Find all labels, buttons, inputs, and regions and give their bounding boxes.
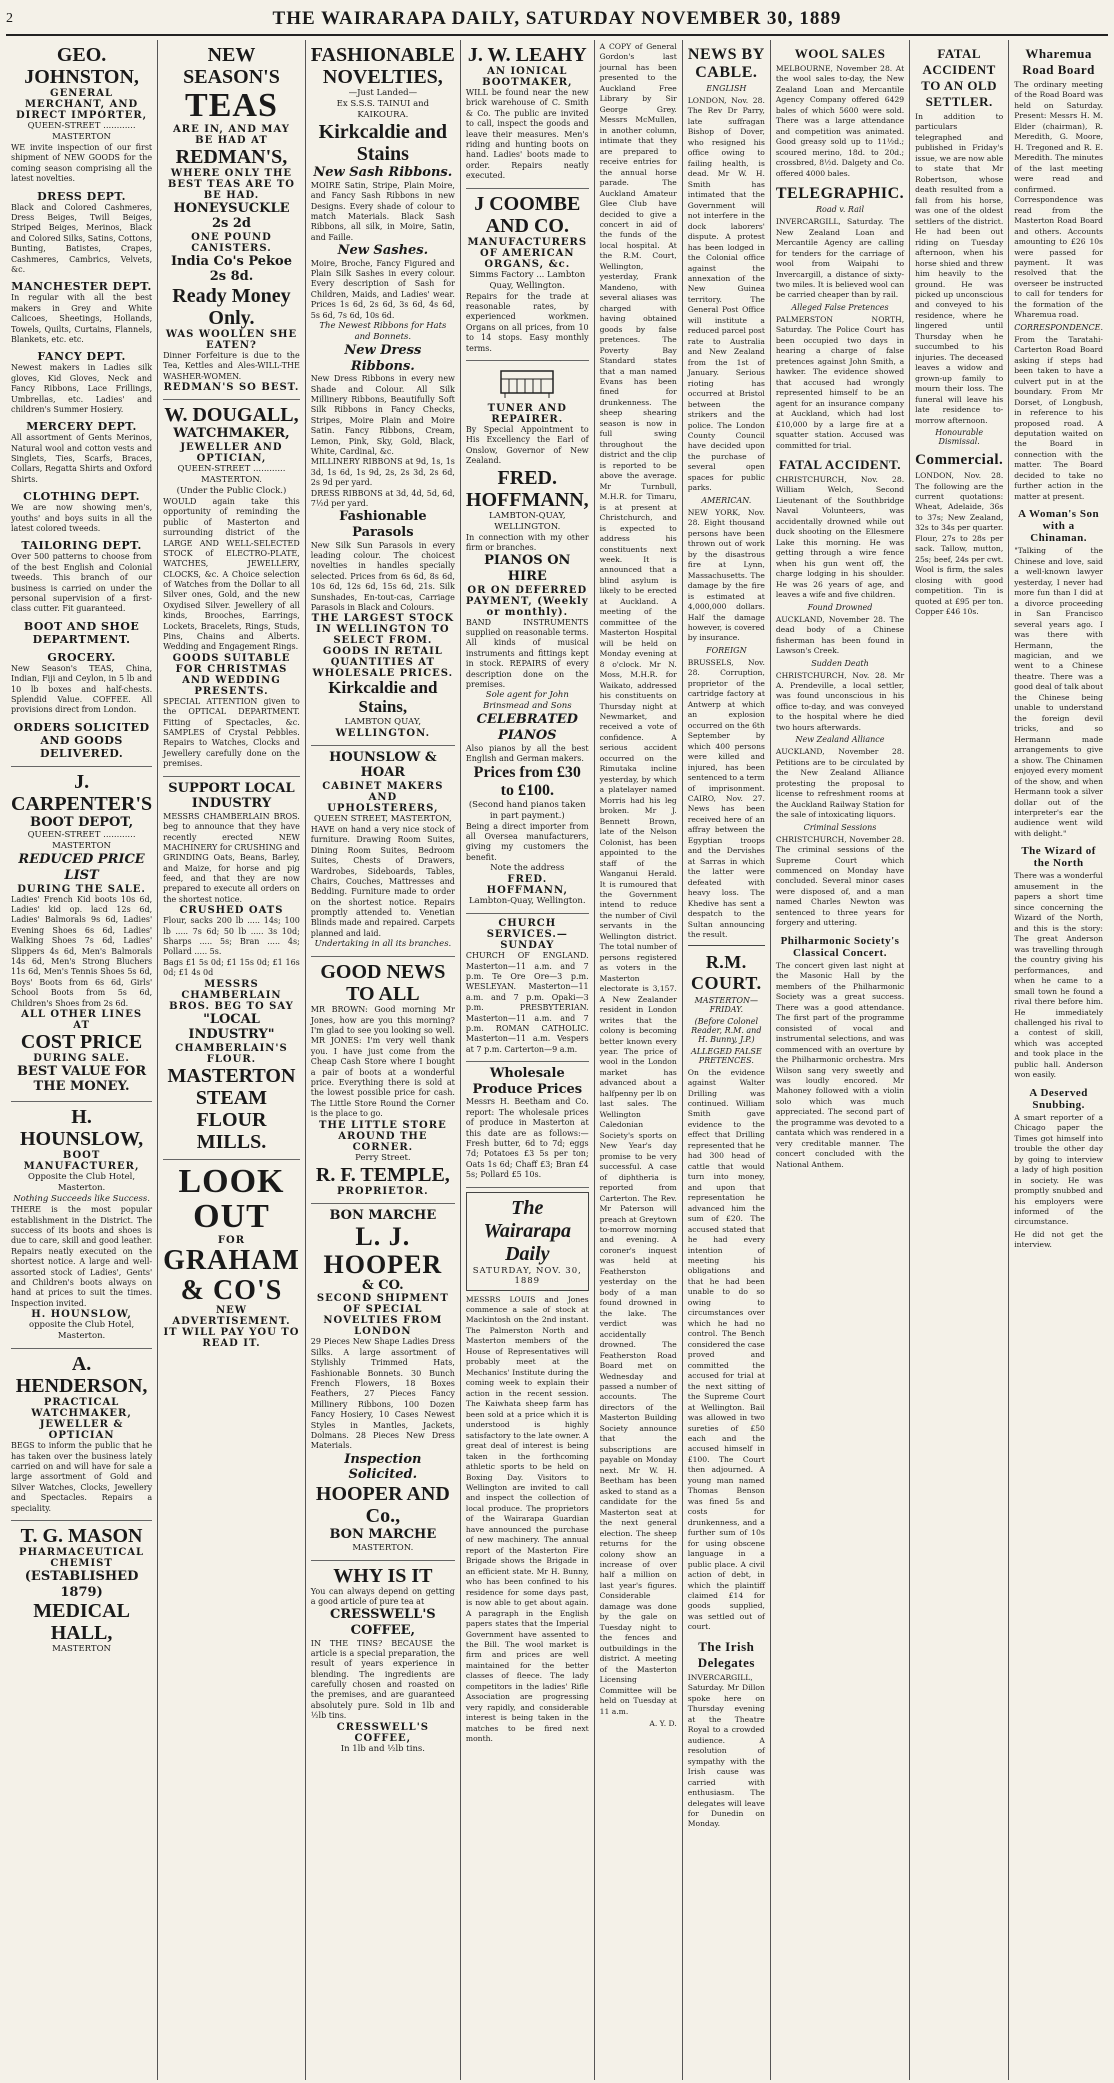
- grocery-heading: GROCERY.: [47, 650, 116, 664]
- bon-marche-line-2: BON MARCHE: [329, 1526, 437, 1542]
- wool-sales-text: MELBOURNE, November 28. At the wool sales to-day, the New Zealand Loan and Mercantile Agency Company offered 6429 bales of which 5600 were sold. There was a large attendance and competition was animated. Good greasy sold up to 11½d.; scoured merino, 18d. to 20d.; crossbred, 8½d. Dalgety and Co. offered 4000 bales.: [775, 64, 905, 178]
- hoffmann-text: In connection with my other firm or branches.: [465, 532, 589, 552]
- industry-local: "LOCAL INDUSTRY": [188, 1011, 275, 1043]
- sudden-text: CHRISTCHURCH, Nov. 28. Mr A. Prendeville, a local settler, was found unconscious in his office to-day, and was conveyed to the hospital where he died two hours afterwards.: [775, 670, 905, 732]
- henderson-advert: [11, 1349, 152, 1521]
- bon-marche-co: HOOPER AND Co.,: [315, 1482, 450, 1527]
- column-9: [1009, 40, 1108, 2080]
- road-rail-text: INVERCARGILL, Saturday. The New Zealand Loan and Mercantile Agency are calling for tenders for the carriage of wool from Waipahi to Invercargill, a distance of sixty-two miles. It is believed wool can be carried cheaper than by rail.: [775, 217, 905, 300]
- kirkcaldie-advert: [311, 40, 455, 746]
- road-board-heading: Wharemua Road Board: [1022, 46, 1095, 77]
- johnston-name: GEO. JOHNSTON,: [24, 44, 139, 88]
- industry-flour: CHAMBERLAIN'S FLOUR.: [175, 1042, 288, 1065]
- good-news-text: MR BROWN: Good morning Mr Jones, how are you this morning? I'm glad to see you looking so well. MR JONES: I'm very well thank you. I have just come from the Cheap Cash Store where I bought a pair of boots at a wonderful price. Everything there is sold at the lowest possible price for cash. The Little Store Round the Corner is the place to go.: [310, 1005, 455, 1119]
- carpenter-best-value: BEST VALUE FOR THE MONEY.: [16, 1063, 147, 1095]
- nameplate-title: The Wairarapa Daily: [483, 1196, 571, 1265]
- tailoring-dept-heading: TAILORING DEPT.: [21, 539, 142, 553]
- clothing-dept-text: We are now showing men's, youths' and boys suits in all the latest colored tweeds.: [11, 503, 153, 534]
- column-2: [158, 40, 306, 2080]
- english-cable-text: LONDON, Nov. 28. The Rev Dr Parry, late suffragan Bishop of Dover, who resigned his office owing to failing health, is dead. Mr W. H. Smith has intimated that the Government will not interfere in the dock laborers' dispute. A protest has been lodged in the Colonial office against the annexation of the New Guinea territory. The General Post Office will institute a reduced parcel post rate to Australia and New Zealand from the 1st of January. Serious rioting has occurred at Bristol between the strikers and the police. The London County Council have decided upon the purchase of several open spaces for public parks.: [687, 96, 765, 493]
- coffee-sub: CRESSWELL'S COFFEE,: [336, 1721, 430, 1744]
- kirkcaldie-name-2: Kirkcaldie and Stains,: [328, 678, 438, 716]
- teas-line-10: WAS WOOLLEN SHE EATEN?: [165, 329, 298, 352]
- carpenter-other: ALL OTHER LINES AT: [21, 1008, 143, 1031]
- coombe-text: Repairs for the trade at reasonable rates, by experienced workmen. Organs on all prices, from 10 to 14 stops. Easy monthly terms.: [465, 291, 589, 353]
- fatal-heading: FATAL ACCIDENT.: [778, 457, 902, 472]
- criminal-heading: Criminal Sessions: [803, 822, 877, 832]
- velvet-heading: The Newest Ribbons for Hats and Bonnets.: [319, 321, 447, 343]
- teas-line-6: HONEYSUCKLE 2s 2d: [173, 200, 290, 232]
- hoffmann-text-2: BAND INSTRUMENTS supplied on reasonable terms. All kinds of musical instruments and fittings kept in stock. REPAIRS of every description done on the premises.: [465, 617, 589, 689]
- sash-ribbons-text: MOIRE Satin, Stripe, Plain Moire, and Fancy Sash Ribbons in new Designs. Every shade of colour to match Materials. Black Sash Ribbons, all silk, in Moire, Satin, and Faille.: [310, 180, 455, 242]
- delegates-heading: The Irish Delegates: [697, 1638, 755, 1670]
- mason-name: T. G. MASON: [20, 1524, 143, 1547]
- hoffmann-name: FRED. HOFFMANN,: [465, 466, 589, 511]
- hounslow-advert: [11, 1102, 152, 1349]
- mercery-dept-text: All assortment of Gents Merinos, Natural wool and cotton vests and Singlets, Ties, Scarfs, Braces, Collars, Regatta Shirts and Oxford Shirts.: [11, 433, 153, 484]
- mason-hall: MEDICAL HALL,: [33, 1600, 130, 1645]
- sash-ribbons-heading: New Sash Ribbons.: [313, 165, 453, 181]
- clothing-dept-heading: CLOTHING DEPT.: [23, 490, 140, 504]
- fancy-dept-text: Newest makers in Ladies silk gloves, Kid Gloves, Neck and Fancy Ribbons, Lace Frillings, Umbrellas, etc. Ladies' and children's Summer Hosiery.: [11, 363, 153, 414]
- court-before: (Before Colonel Reader, R.M. and H. Bunny, J.P.): [691, 1016, 762, 1044]
- parasols-text: New Silk Sun Parasols in every leading colour. The choicest novelties in handles specially selected. Prices from 6s 6d, 8s 6d, 10s 6d, 12s 6d, 15s 6d, 21s. Silk Sunshades, En-tout-cas, Carriage Parasols in Black and Colours.: [310, 540, 455, 612]
- foreign-heading: FOREIGN: [706, 645, 747, 655]
- chinaman-text: "Talking of the Chinese and love, said a well-known lawyer yesterday, I never had more fun than I did at a divorce proceeding in San Francisco several years ago. I was there with Hermann, the magician, and we went to a Chinese theatre. There was a good deal of talk about the Chinese being unable to understand the foreign devil tricks, and so Hermann made arrangements to give a show. The Chinamen enjoyed every moment of the show, and when Hermann took a silver dollar out of the interpreter's ear the audience went wild with delight.": [1014, 546, 1103, 838]
- church-text: CHURCH OF ENGLAND. Masterton—11 a.m. and 7 p.m. Te Ore Ore—3 p.m. WESLEYAN. Masterton—11 a.m. and 7 p.m. Opaki—3 p.m. PRESBYTERIAN. Masterton—11 a.m. and 7 p.m. ROMAN CATHOLIC. Masterton—11 a.m. Vespers at 7 p.m. Carterton—9 a.m.: [465, 951, 589, 1054]
- hounslow-signature-address: opposite the Club Hotel, Masterton.: [28, 1320, 135, 1342]
- hoffmann-advert: [466, 361, 589, 914]
- column-container: [6, 40, 1108, 2080]
- coffee-text-2: IN THE TINS? BECAUSE the article is a special preparation, the result of years experience in blending. The ingredients are carefully chosen and roasted on the premises, and are guaranteed absolutely pure. Sold in 1lb and ½lb tins.: [310, 1638, 455, 1721]
- wool-sales-heading: WOOL SALES: [794, 46, 886, 61]
- correspondence-text: From the Taratahi-Carterton Road Board asking if steps had been taken to have a culvert put in at the boundary. From Mr Dorset, of Longbush, in reference to his proposed road. A deputation waited on the Board in connection with the matter. The Board decided to take no further action in the matter at present.: [1014, 334, 1103, 501]
- drowned-text: AUCKLAND, November 28. The dead body of a Chinese fisherman has been found in Lawson's Creek.: [775, 614, 905, 656]
- hoffmann-note: Note the address: [490, 863, 565, 874]
- teas-line-2: TEAS: [185, 87, 278, 124]
- fatal-text: CHRISTCHURCH, Nov. 28. William Welch, Second Lieutenant of the Southbridge Naval Volunteers, was accidentally drowned while out duck shooting on the Ellesmere Lake this morning. He was getting through a wire fence when his gun went off, the charge lodging in his shoulder. He was 26 years of age, and leaves a wife and five children.: [775, 475, 905, 600]
- hounslow-motto: Nothing Succeeds like Success.: [13, 1194, 150, 1205]
- kirkcaldie-name: Kirkcaldie and Stains: [318, 121, 448, 166]
- kirkcaldie-quay: LAMBTON QUAY,: [344, 716, 422, 727]
- teas-line-11: Dinner Forfeiture is due to the Tea, Kettles and Ales-WILL-THE WASHER-WOMEN.: [163, 351, 300, 381]
- bon-marche-town: MASTERTON.: [352, 1542, 414, 1553]
- industry-crushed: CRUSHED OATS: [179, 905, 284, 917]
- hoffmann-tuner: TUNER AND REPAIRER.: [487, 402, 567, 425]
- fancy-dept-heading: FANCY DEPT.: [37, 350, 126, 364]
- teas-line-7: ONE POUND CANISTERS.: [191, 231, 272, 254]
- hoffmann-text-3: Also pianos by all the best English and German makers.: [465, 743, 589, 763]
- dress-dept-text: Black and Colored Cashmeres, Dress Beiges, Twill Beiges, Striped Beiges, Merinos, Black and Colored Silks, Satins, Cottons, Bunting, Batistes, Crapes, Cashmeres, Cambrics, Velvets, &c.: [11, 202, 153, 274]
- coffee-tins: In 1lb and ½lb tins.: [340, 1743, 425, 1754]
- road-rail-heading: Road v. Rail: [815, 205, 865, 215]
- hounslow-name: H. HOUNSLOW,: [19, 1106, 144, 1151]
- teas-line-9: Ready Money Only.: [172, 285, 291, 330]
- wholesale-heading: Wholesale Produce Prices: [472, 1066, 583, 1097]
- hoar-name: HOUNSLOW & HOAR: [329, 749, 437, 781]
- court-heading: R.M. COURT.: [691, 951, 762, 993]
- johnston-advert: [11, 40, 152, 767]
- teas-line-8: India Co's Pekoe 2s 8d.: [170, 253, 292, 285]
- column-4: [461, 40, 595, 2080]
- wizard-heading: The Wizard of the North: [1021, 845, 1096, 870]
- cable-heading: NEWS BY CABLE.: [687, 46, 765, 81]
- dougall-special: SPECIAL ATTENTION given to the OPTICAL DEPARTMENT. Fitting of Spectacles, &c. SAMPLES of Crystal Pebbles. Repairs to Watches, Clocks and Jewellery carefully done on the premises.: [163, 696, 300, 769]
- bon-marche-inspection: Inspection Solicited.: [344, 1451, 422, 1483]
- dress-ribbons-heading: New Dress Ribbons.: [344, 343, 422, 374]
- wholesale-prices: [466, 1062, 589, 1187]
- good-news-street: Perry Street.: [355, 1152, 411, 1163]
- henderson-text: BEGS to inform the public that he has taken over the business lately carried on and will have for sale a large assortment of Gold and Silver Watches, Clocks, Jewellery and Spectacles. Repairs a speciality.: [11, 1441, 153, 1513]
- industry-text: MESSRS CHAMBERLAIN BROS. beg to announce that they have recently erected NEW MACHINERY for CRUSHING and GRINDING Oats, Beans, Barley, and Maize, for horse and pig feed, and that they are now prepared to execute all orders on the shortest notice.: [163, 811, 300, 904]
- column-6: [683, 40, 771, 2080]
- delegates-text: INVERCARGILL, Saturday. Mr Dillon spoke here on Thursday evening at the Theatre Royal to a crowded audience. A resolution of sympathy with the Irish cause was carried with enthusiasm. The delegates will leave for Dunedin on Monday.: [687, 1672, 765, 1829]
- editorial-text: MESSRS LOUIS and Jones commence a sale of stock at Mackintosh on the 2nd instant. The Palmerston North and Masterton members of the House of Representatives will probably meet at the Mechanics' Institute during the coming week to explain their action in the recent session. The Kaiwhata sheep farm has been sold at a price which it is understood is highly satisfactory to the late owner. A great deal of interest is being taken in the forthcoming athletic sports to be held on Boxing Day. Visitors to Wellington are invited to call and inspect the collection of local produce. The proprietors of the Wairarapa Guardian have announced the purchase of new machinery. The annual report of the Masterton Fire Brigade shows the Brigade in an efficient state. Mr H. Bunny, who has been confined to his residence for some days past, is now able to get about again. A paragraph in the English papers states that the Imperial Government have assented to the Bill. The wool market is firm and prices are well maintained for the better classes of fleece. The lady competitors in the ladies' Rifle Association are progressing very rapidly, and considerable interest is being taken in the matches to be fired next month.: [465, 1294, 589, 1744]
- temple-name: R. F. TEMPLE,: [315, 1163, 450, 1186]
- alliance-text: AUCKLAND, November 28. Petitions are to be circulated by the New Zealand Alliance protesting the proposal to license to refreshment rooms at the Auckland Railway Station for the sale of intoxicating liquors.: [775, 747, 905, 820]
- millinery-ribbons: MILLINERY RIBBONS at 9d, 1s, 1s 3d, 1s 6d, 1s 9d, 2s, 2s 3d, 2s 6d, 2s 9d per yard.: [310, 457, 455, 488]
- tailoring-dept-text: Over 500 patterns to choose from of the best English and Colonial tweeds. This branch of our business is carried on under the personal supervision of a first-class cutter. Fit guaranteed.: [11, 552, 153, 614]
- manchester-dept-heading: MANCHESTER DEPT.: [11, 280, 152, 294]
- good-news-advert: [311, 957, 455, 1203]
- largest-stock: THE LARGEST STOCK IN WELLINGTON TO SELECT FROM.: [311, 613, 455, 647]
- industry-try: MESSRS CHAMBERLAIN BROS. BEG TO SAY: [169, 978, 294, 1012]
- manchester-dept-text: In regular with all the best makers in Grey and White Calicoes, Sheetings, Hollands, Towels, Quilts, Curtains, Flannels, Blankets, etc. etc.: [11, 293, 153, 344]
- honourable-heading: Honourable Dismissal.: [935, 428, 984, 447]
- fashion-line-3: —Just Landed—: [348, 88, 418, 98]
- fashion-line-2: NOVELTIES,: [322, 66, 443, 88]
- dress-dept-heading: DRESS DEPT.: [37, 189, 126, 203]
- sashes-heading: New Sashes.: [337, 243, 429, 259]
- society-heading: Philharmonic Society's Classical Concert.: [780, 934, 900, 959]
- good-news-store: THE LITTLE STORE AROUND THE CORNER.: [319, 1119, 447, 1153]
- dougall-under: (Under the Public Clock.): [176, 485, 287, 496]
- hoffmann-address: LAMBTON-QUAY, WELLINGTON.: [489, 510, 566, 532]
- dougall-name: W. DOUGALL,: [164, 404, 299, 427]
- dougall-address: QUEEN-STREET ............ MASTERTON.: [177, 463, 286, 485]
- chinaman-heading: A Woman's Son with a Chinaman.: [1018, 508, 1100, 545]
- dougall-xmas: GOODS SUITABLE FOR CHRISTMAS AND WEDDING PRESENTS.: [172, 652, 291, 697]
- dress-ribbons-prices: DRESS RIBBONS at 3d, 4d, 5d, 6d, 7½d per yard.: [310, 488, 455, 508]
- orders-line: ORDERS SOLICITED AND GOODS DELIVERED.: [13, 720, 150, 760]
- english-heading: ENGLISH: [706, 84, 747, 93]
- hoffmann-quay: Lambton-Quay, Wellington.: [469, 896, 586, 907]
- leahy-trade: AN IONICAL BOOTMAKER,: [482, 66, 573, 88]
- coombe-name: J COOMBE AND CO.: [474, 192, 581, 237]
- teas-line-12: REDMAN'S SO BEST.: [163, 382, 300, 394]
- column-3: [306, 40, 461, 2080]
- good-news-heading: GOOD NEWS TO ALL: [320, 961, 446, 1006]
- snubbing-heading: A Deserved Snubbing.: [1029, 1086, 1088, 1111]
- hoffmann-second: (Second hand pianos taken in part payment.): [468, 799, 586, 821]
- church-heading: CHURCH SERVICES.—SUNDAY: [486, 918, 568, 952]
- carpenter-sale: DURING SALE.: [33, 1052, 130, 1064]
- bon-marche-advert: [311, 1204, 455, 1561]
- teas-line-4: REDMAN'S,: [175, 145, 288, 168]
- teas-line-1: NEW SEASON'S: [183, 44, 280, 88]
- carpenter-address: QUEEN-STREET ............ MASTERTON: [27, 830, 136, 852]
- graham-name: GRAHAM & CO'S: [163, 1245, 300, 1306]
- fashion-line-4: Ex S.S.S. TAINUI and KAIKOURA.: [336, 99, 430, 121]
- carpenter-advert: [11, 767, 152, 1102]
- bon-marche-text: 29 Pieces New Shape Ladies Dress Silks. A large assortment of Stylishly Trimmed Hats, Fashionable Bonnets. 30 Bunch French Flowers, 18 Boxes Feathers, 27 Pieces Fancy Millinery Ribbons, 100 Dozen Fancy Hosiery, 10 Cases Newest Styles in Mantles, Jackets, Dolmans. 28 Pieces New Dress Materials.: [310, 1337, 455, 1451]
- coombe-advert: [466, 189, 589, 361]
- hounslow-address: Opposite the Club Hotel, Masterton.: [28, 1172, 136, 1194]
- industry-mill-1: MASTERTON: [167, 1064, 296, 1087]
- dougall-trade-2: JEWELLER AND OPTICIAN,: [180, 441, 283, 464]
- divider: [688, 945, 765, 946]
- industry-advert: [163, 777, 300, 1160]
- foreign-cable-text: BRUSSELS, Nov. 28. Corruption, proprietor of the cartridge factory at Antwerp at which an explosion occurred on the 6th September by which 400 persons were killed and injured, has been sentenced to a term of imprisonment. CAIRO, Nov. 27. News has been received here of an affray between the Egyptian troops and the Dervishes at Sarras in which the latter were defeated with heavy loss. The Khedive has sent a despatch to the Sultan announcing the result.: [687, 657, 765, 940]
- hounslow-hoar-advert: [311, 746, 455, 958]
- lookout-heading: LOOK OUT: [178, 1162, 285, 1236]
- coffee-heading: CRESSWELL'S COFFEE,: [329, 1607, 436, 1638]
- leahy-name: J. W. LEAHY: [467, 44, 587, 66]
- mercery-dept-heading: MERCERY DEPT.: [26, 420, 137, 434]
- correspondence-heading: CORRESPONDENCE.: [1014, 322, 1103, 332]
- dougall-trade: WATCHMAKER,: [173, 426, 290, 442]
- hounslow-signature: H. HOUNSLOW,: [31, 1309, 132, 1321]
- snubbing-text: A smart reporter of a Chicago paper the Times got himself into trouble the other day by going to interview a lady of high position in society. He was promptly snubbed and his employers were informed of the circumstance.: [1014, 1112, 1103, 1227]
- church-services: [466, 914, 589, 1062]
- industry-mill-2: STEAM FLOUR MILLS.: [195, 1086, 268, 1153]
- leahy-advert: [466, 40, 589, 189]
- hoffmann-price: Prices from £30 to £100.: [473, 764, 581, 799]
- leahy-text: WILL be found near the new brick warehouse of C. Smith & Co. The public are invited to call, inspect the goods and leave their measures. Men's riding and hunting boots on hand. Ladies' boots made to order. Repairs neatly executed.: [465, 88, 589, 181]
- hoffmann-being: Being a direct importer from all Oversea manufacturers, giving my customers the benefit.: [465, 821, 589, 862]
- carpenter-price-list: Ladies' French Kid boots 10s 6d, Ladies' kid op. lacd 12s 6d, Ladies' Balmorals 9s 6d, Ladies' Evening Shoes 6s 6d, Ladies' Walking Shoes 7s 6d, Ladies' Slippers 4s 6d, Men's Balmorals 14s 6d, Men's Strong Bluchers 11s 6d, Men's Tennis Shoes 5s 6d, Boys' Boots from 6s 6d, Girls' School Boots from 5s 6d, Children's Shoes from 2s 6d.: [11, 894, 153, 1008]
- bon-marche-line-1: BON MARCHE: [329, 1207, 437, 1223]
- industry-heading: SUPPORT LOCAL INDUSTRY: [168, 780, 295, 812]
- coombe-trade: MANUFACTURERS OF AMERICAN ORGANS, &c.: [467, 236, 588, 270]
- mason-town: MASTERTON: [52, 1644, 111, 1655]
- industry-bags: Bags £1 5s 0d; £1 15s 0d; £1 16s 0d; £1 4s 0d: [163, 957, 300, 978]
- johnston-intro: WE invite inspection of our first shipment of NEW GOODS for the coming season comprising all the latest novelties.: [11, 143, 153, 184]
- graham-pay: IT WILL PAY YOU TO READ IT.: [163, 1326, 300, 1349]
- carpenter-tagline: REDUCED PRICE LIST: [18, 852, 145, 883]
- drowned-heading: Found Drowned: [807, 602, 873, 612]
- hoffmann-appointment: By Special Appointment to His Excellency the Earl of Onslow, Governor of New Zealand.: [465, 424, 589, 466]
- redman-teas-advert: [163, 40, 300, 400]
- temple-prop: PROPRIETOR.: [337, 1185, 429, 1197]
- mason-established: (ESTABLISHED 1879): [24, 1568, 139, 1600]
- snubbing-text-2: He did not get the interview.: [1014, 1229, 1103, 1250]
- parasols-heading: Fashionable Parasols: [339, 509, 427, 540]
- editorial-nameplate: [466, 1192, 589, 1291]
- newspaper-title: THE WAIRARAPA DAILY, SATURDAY NOVEMBER 30, 1889: [272, 8, 842, 29]
- old-settler-text: In addition to particulars telegraphed and published in Friday's issue, we are now able to state that Mr Robertson, whose death resulted from a fall from his horse, was one of the oldest settlers of the district. He had been out riding on Tuesday afternoon, when his horse shied and threw him heavily to the ground. He was picked up unconscious and conveyed to his residence, where he lingered until Thursday when he succumbed to his injuries. The deceased leaves a widow and grown-up family to mourn their loss. The funeral will leave his late residence to-morrow afternoon.: [915, 112, 1004, 425]
- piano-icon: [497, 365, 557, 399]
- column-7: [771, 40, 910, 2080]
- hoffmann-deferred: OR ON DEFERRED PAYMENT, (Weekly or monthly).: [465, 584, 589, 618]
- court-alleged: ALLEGED FALSE PRETENCES.: [690, 1046, 762, 1065]
- kirkcaldie-town: WELLINGTON.: [335, 727, 431, 739]
- hoar-address: QUEEN STREET, MASTERTON,: [313, 813, 452, 824]
- local-news-text: A COPY of General Gordon's last journal has been presented to the Auckland Free Library by Sir George Grey. Messrs McMullen, in another column, intimate that they are prepared to receive entries for the annual horse parade. The Auckland Amateur Glee Club have decided to give a concert in aid of the funds of the local hospital. At the R.M. Court, Wellington, yesterday, Frank Mandeno, with several aliases was charged with having obtained goods by false pretences. The Poverty Bay Standard states that a man named Evans has been fined for drunkenness. The sheep shearing season is now in full swing throughout the district and the clip is reported to be above the average. Mr Turnbull, M.H.R. for Timaru, is at present at Christchurch, and is expected to address his constituents next week. It is announced that a blind asylum is likely to be erected at Auckland. A meeting of the committee of the Masterton Hospital will be held on Monday evening at 8 o'clock. Mr N. Moss, M.H.R. for Waikato, addressed his constituents on Thursday night at Newmarket, and received a vote of confidence. A serious accident occurred on the Rimutaka incline yesterday, by which a platelayer named Morris had his leg broken. Mr J. Bennett Brown, late of the Nelson Colonist, has been appointed to the staff of the Wanganui Herald. It is rumoured that the Government intend to reduce the number of Civil servants in the Wellington district. The total number of persons registered as voters in the Masterton electorate is 3,157. A New Zealander resident in London writes that the colony is becoming better known every year. The price of wool in the London market has advanced about a halfpenny per lb on last sales. The Wellington Caledonian Society's sports on New Year's day promise to be very successful. A case of diphtheria is reported from Carterton. The Rev. Mr Paterson will preach at Greytown to-morrow morning and evening. A coroner's inquest was held at Featherston yesterday on the body of a man found drowned in the lake. The verdict was accidentally drowned. The Featherston Road Board met on Wednesday and passed a number of accounts. The directors of the Masterton Building Society announce that the subscriptions are payable on Monday next. Mr W. H. Beetham has been asked to stand as a candidate for the Masterton seat at the next general election. The sheep returns for the colony show an increase of over half a million on last year's figures. Considerable damage was done by the gale on Tuesday night to the fences and outbuildings in the district. A meeting of the Masterton Licensing Committee will be held on Tuesday at 11 a.m.: [599, 42, 677, 1716]
- hounslow-trade: BOOT MANUFACTURER,: [23, 1150, 140, 1173]
- wholesale-text: Messrs H. Beetham and Co. report: The wholesale prices of produce in Masterton at this date are as follows:— Fresh butter, 6d to 7d; eggs 7d; Potatoes £3 5s per ton; Oats 1s 6d; Chaff £3; Bran £4 5s; Pollard £5 10s.: [465, 1097, 589, 1180]
- dougall-advert: [163, 400, 300, 776]
- criminal-text: CHRISTCHURCH, November 28. The criminal sessions of the Supreme Court which commenced on Monday have concluded. Several minor cases were disposed of, and a man named Charles Newton was sentenced to three years for forgery and uttering.: [775, 834, 905, 928]
- old-settler-heading: FATAL ACCIDENT TO AN OLD SETTLER.: [921, 46, 998, 109]
- carpenter-dept: BOOT DEPOT,: [30, 814, 134, 830]
- bon-marche-shipment: SECOND SHIPMENT OF SPECIAL NOVELTIES FROM LONDON: [316, 1293, 449, 1338]
- column-8: [910, 40, 1009, 2080]
- pretences-text: PALMERSTON NORTH, Saturday. The Police Court has been occupied two days in hearing a charge of false pretences against John Smith, a hawker. The evidence showed that accused had wrongly represented himself to be an agent for an insurance company at Auckland, which had lost £10,000 by a large fire at a squatter station. Accused was committed for trial.: [775, 314, 905, 450]
- hoar-text: HAVE on hand a very nice stock of furniture. Drawing Room Suites, Dining Room Suites, Bedroom Suites, Chests of Drawers, Wardrobes, Sideboards, Tables, Chairs, Couches, Mattresses and Bedding. Furniture made to order on the shortest notice. Repairs promptly attended to. Venetian Blinds made and repaired. Carpets planned and laid.: [310, 824, 455, 938]
- hoar-trade: CABINET MAKERS AND UPHOLSTERERS,: [322, 780, 444, 814]
- page-number: 2: [6, 11, 13, 26]
- society-text: The concert given last night at the Masonic Hall by the members of the Philharmonic Society was a great success. There was a good attendance. The first part of the programme consisted of vocal and instrumental selections, and was commenced with an overture by the Philharmonic orchestra. Mrs Wilson sang very sweetly and was loudly encored. Mr Mahoney followed with a violin solo which was much appreciated. The second part of the programme was devoted to a cantata which was rendered in a very creditable manner. The concert concluded with the National Anthem.: [775, 960, 905, 1169]
- hoffmann-name-2: FRED. HOFFMANN,: [486, 874, 568, 897]
- hoar-undertaking: Undertaking in all its branches.: [314, 939, 452, 950]
- local-news-sign: A. Y. D.: [649, 1719, 677, 1728]
- hoffmann-celebrated: CELEBRATED PIANOS: [476, 712, 578, 743]
- court-text: On the evidence against Walter Drilling was continued. William Smith gave evidence to the effect that Drilling represented that he had 300 head of cattle that would turn into money, and upon that representation he advanced him the sum of £20. The accused stated that he had every intention of meeting his obligations and that he had been unable to do so owing to circumstances over which he had no control. The Bench considered the case proved and committed the accused for trial at the next sitting of the Supreme Court at Wellington. Bail was allowed in two sureties of £50 each and the accused himself in £100. The Court then adjourned. A young man named Thomas Benson was fined 5s and costs for drunkenness, and a further sum of 10s for using obscene language in a public place. A civil action of debt, in which the plaintiff claimed £14 for goods supplied, was settled out of court.: [687, 1067, 765, 1632]
- mason-advert: [11, 1521, 152, 1661]
- hooper-co: & CO.: [362, 1277, 404, 1293]
- carpenter-during: DURING THE SALE.: [17, 883, 146, 895]
- dougall-text: WOULD again take this opportunity of reminding the public of Masterton and surrounding district of the LARGE AND WELL-SELECTED STOCK of ELECTRO-PLATE, WATCHES, JEWELLERY, CLOCKS, &c. A Choice selection of Watches from the Dollar to all Silver ones, Gold, and the new Oxydised Silver. Jewellery of all kinds, Brooches, Earrings, Lockets, Bracelets, Rings, Studs, Pins, Chains and Alberts. Wedding and Engagement Rings.: [163, 496, 300, 652]
- lookout-for: FOR: [217, 1235, 246, 1247]
- grocery-text: New Season's TEAS, China, Indian, Fiji and Ceylon, in 5 lb and 10 lb boxes and half-chests. Splendid Value. COFFEE. All provisions direct from London.: [11, 663, 153, 715]
- masthead: [6, 4, 1108, 36]
- pretences-heading: Alleged False Pretences: [791, 302, 889, 312]
- coffee-text: You can always depend on getting a good article of pure tea at: [310, 1586, 455, 1606]
- column-5: [595, 40, 683, 2080]
- road-board-text: The ordinary meeting of the Road Board was held on Saturday. Present: Messrs H. M. Elder (chairman), R. Meredith, G. Moore, H. Tregoned and R. E. Meredith. The minutes of the last meeting were read and confirmed. Correspondence was read from the Masterton Road Board and others. Accounts amounting to £26 10s were passed for payment. It was resolved that the overseer be instructed to call for tenders for the formation of the Wharemua road.: [1014, 80, 1103, 320]
- johnston-address: QUEEN-STREET ............ MASTERTON: [27, 121, 136, 143]
- commercial-heading: Commercial.: [915, 452, 1004, 469]
- wizard-text: There was a wonderful amusement in the papers a short time since concerning the Wizard of the North, and this is the story: The great Anderson was travelling through the country giving his performances, and when he came to a small town he found a rival there before him. He immediately challenged his rival to a contest of skill, which was accepted and took place in the public hall. Anderson won easily.: [1014, 871, 1103, 1080]
- nameplate-date: SATURDAY, NOV. 30, 1889: [472, 1265, 582, 1286]
- american-heading: AMERICAN.: [701, 495, 752, 505]
- sashes-text: Moire, Broche, Fancy Figured and Plain Silk Sashes in every colour. Every description of Sash for Children, Maids, and Ladies' wear. Prices 1s 6d, 2s 6d, 3s 6d, 4s 6d, 5s 6d, 7s 6d, 10s 6d.: [310, 258, 455, 320]
- column-1: [6, 40, 158, 2080]
- hoffmann-pianos: PIANOS ON HIRE: [484, 553, 571, 584]
- coombe-address: Simms Factory ... Lambton Quay, Wellington.: [469, 269, 586, 291]
- court-subheading: MASTERTON—FRIDAY.: [694, 995, 759, 1014]
- american-cable-text: NEW YORK, Nov. 28. Eight thousand persons have been thrown out of work by the disastrous fire at Lynn, Massachusetts. The damage by the fire is estimated at 4,000,000 dollars. Half the damage however, is covered by insurance.: [687, 507, 765, 643]
- sudden-heading: Sudden Death: [811, 658, 869, 668]
- retail-quantities: GOODS IN RETAIL QUANTITIES AT WHOLESALE PRICES.: [312, 646, 454, 680]
- alliance-heading: New Zealand Alliance: [795, 735, 885, 745]
- graham-advert: [163, 1160, 300, 1355]
- hooper-name: L. J. HOOPER: [323, 1222, 443, 1279]
- mason-trade: PHARMACEUTICAL CHEMIST: [19, 1546, 145, 1569]
- johnston-trade: GENERAL MERCHANT, AND DIRECT IMPORTER,: [16, 88, 148, 121]
- coffee-advert: [311, 1561, 455, 1761]
- carpenter-name: J. CARPENTER'S: [11, 770, 153, 815]
- henderson-trade: PRACTICAL WATCHMAKER, JEWELLER & OPTICIAN: [31, 1397, 132, 1442]
- telegraphic-heading: TELEGRAPHIC.: [775, 185, 905, 203]
- industry-prices: Flour, sacks 200 lb ..... 14s; 100 lb ..... 7s 6d; 50 lb ..... 3s 10d; Sharps ..... 5s; Bran ..... 4s; Pollard ..... 5s.: [163, 916, 300, 957]
- graham-new-ad: NEW ADVERTISEMENT.: [172, 1304, 291, 1327]
- carpenter-cost-price: COST PRICE: [20, 1030, 143, 1053]
- hounslow-text: THERE is the most popular establishment in the District. The success of its boots and shoes is due to care, skill and good leather. Repairs neatly executed on the shortest notice. A large and well-assorted stock of Ladies', Gents' and Children's boots always on hand at prices to suit the times. Inspection invited.: [11, 1205, 153, 1308]
- hoffmann-sole: Sole agent for John Brinsmead and Sons: [482, 690, 572, 712]
- commercial-text: LONDON, Nov. 28. The following are the current quotations: Wheat, Adelaide, 36s to 37s; New Zealand, 32s to 34s per quarter. Flour, 27s to 28s per sack. Tallow, mutton, 25s; beef, 24s per cwt. Wool is firm, the sales closing with good competition. Tin is quoted at £95 per ton. Copper £46 10s.: [915, 471, 1004, 617]
- coffee-why: WHY IS IT: [333, 1564, 433, 1587]
- henderson-name: A. HENDERSON,: [15, 1353, 148, 1398]
- teas-line-5: WHERE ONLY THE BEST TEAS ARE TO BE HAD.: [167, 167, 295, 201]
- fashion-line-1: FASHIONABLE: [310, 44, 455, 66]
- boot-dept-heading: BOOT AND SHOE DEPARTMENT.: [23, 619, 140, 646]
- teas-line-3: ARE IN, AND MAY BE HAD AT: [173, 123, 290, 146]
- dress-ribbons-text: New Dress Ribbons in every new Shade and Colour. All Silk Millinery Ribbons, Beautifully Soft Silk Ribbons in Fancy Checks, Stripes, Moire Plain and Moire Satin. Fancy Ribbons, Cream, Lemon, Pink, Sky, Gold, Black, White, Cardinal, &c.: [310, 374, 455, 457]
